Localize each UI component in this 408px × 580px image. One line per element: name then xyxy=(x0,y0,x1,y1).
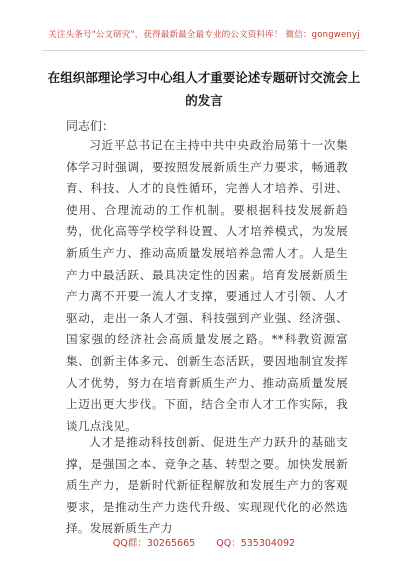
header-banner: 关注头条号"公文研究"，获得最新最全最专业的公文资料库！ 微信：gongwenyj xyxy=(48,30,360,40)
document-title: 在组织部理论学习中心组人才重要论述专题研讨交流会上的发言 xyxy=(47,70,361,108)
salutation: 同志们： xyxy=(66,119,115,133)
header-divider xyxy=(42,50,366,51)
footer-qq-group: QQ群：30265665 xyxy=(112,538,196,549)
paragraph-1: 习近平总书记在主持中共中央政治局第十一次集体学习时强调，要按照发展新质生产力要求，畅通教育、科技、人才的良性循环，完善人才培养、引进、使用、合理流动的工作机制。要根据科技发展新趋势，优化高等学校学科设置、人才培养模式，为发展新质生产力、推动高质量发展培养急需人才。人是生产力中最活跃、最具决定性的因素。培育发展新质生产力离不开要一流人才支撑，要通过人才引领、人才驱动，走出一条人才强、科技强到产业强、经济强、国家强的经济社会高质量发展之路。**科教资源富集、创新主体多元、创新生态活跃，要因地制宜发挥人才优势，努力在培育新质生产力、推动高质量发展上迈出更大步伐。下面，结合全市人才工作实际，我谈几点浅见。 xyxy=(66,138,348,433)
footer-qq: QQ：535304092 xyxy=(216,538,296,549)
paragraph-2: 人才是推动科技创新、促进生产力跃升的基础支撑，是强国之本、竞争之基、转型之要。加快发展新质生产力，是新时代新征程解放和发展生产力的客观要求，是推动生产力迭代升级、实现现代化的必然选择。发展新质生产力 xyxy=(66,435,348,536)
footer-contact xyxy=(0,535,408,549)
